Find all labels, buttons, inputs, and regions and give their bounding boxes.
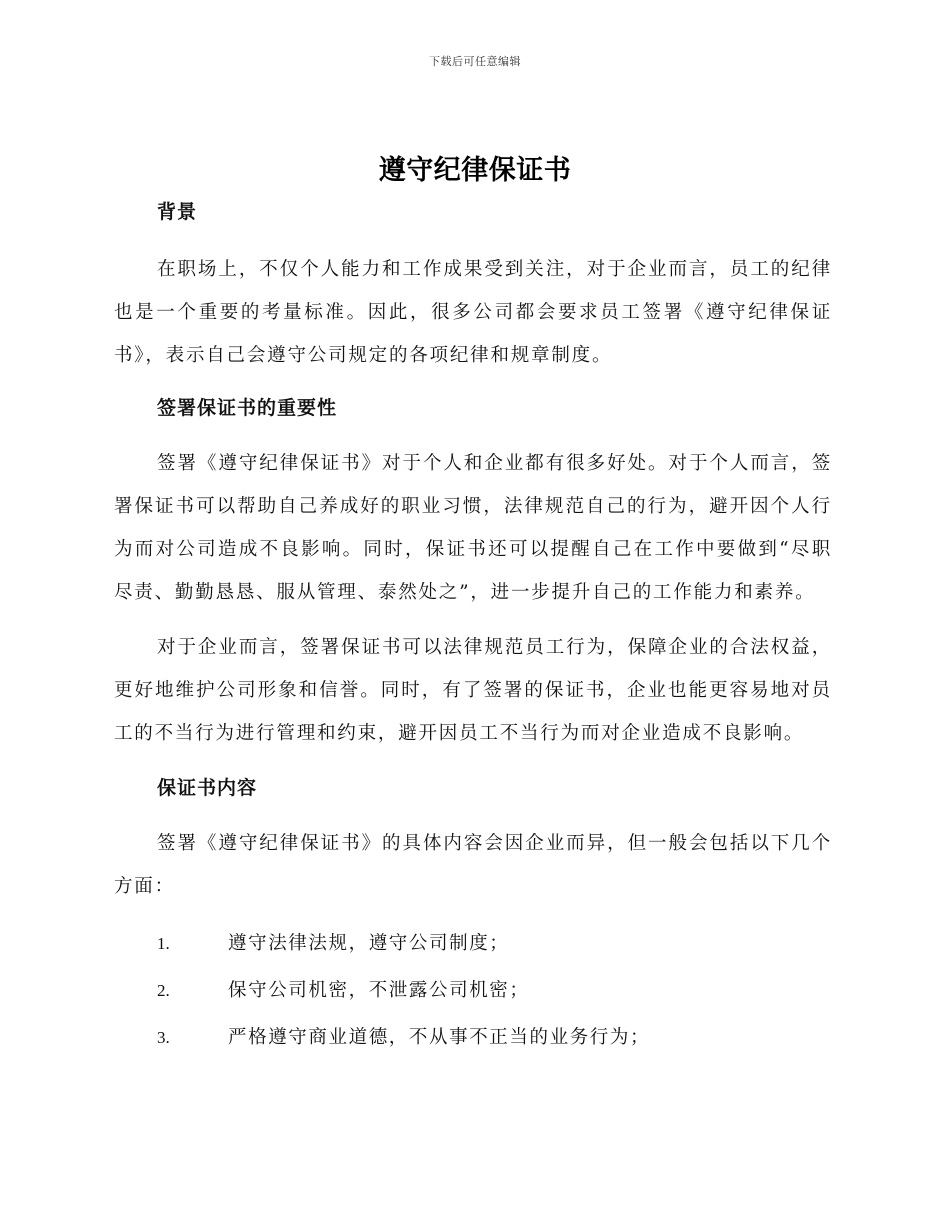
- section-heading-background: 背景: [157, 201, 198, 223]
- paragraph-importance-personal: 签署《遵守纪律保证书》对于个人和企业都有很多好处。对于个人而言，签署保证书可以帮助自己养成好的职业习惯，法律规范自己的行为，避开因个人行为而对公司造成不良影响。同时，保证书还可以提醒自己在工作中要做到“尽职尽责、勤勤恳恳、服从管理、泰然处之”，进一步提升自己的工作能力和素养。: [114, 453, 832, 603]
- paragraph-importance-enterprise: 对于企业而言，签署保证书可以法律规范员工行为，保障企业的合法权益，更好地维护公司形象和信誉。同时，有了签署的保证书，企业也能更容易地对员工的不当行为进行管理和约束，避开因员工不当行为而对企业造成不良影响。: [114, 637, 832, 744]
- list-item: [114, 1014, 832, 1061]
- list-item-text: 保守公司机密，不泄露公司机密；: [228, 980, 530, 1001]
- list-item-text: 严格遵守商业道德，不从事不正当的业务行为；: [228, 1027, 651, 1048]
- list-item: [114, 967, 832, 1014]
- section-heading-content: 保证书内容: [157, 777, 258, 799]
- section-heading-importance: 签署保证书的重要性: [157, 397, 338, 419]
- list-item-number: 2.: [157, 981, 170, 1000]
- list-item-text: 遵守法律法规，遵守公司制度；: [228, 933, 510, 954]
- paragraph-background: 在职场上，不仅个人能力和工作成果受到关注，对于企业而言，员工的纪律也是一个重要的考量标准。因此，很多公司都会要求员工签署《遵守纪律保证书》，表示自己会遵守公司规定的各项纪律和规章制度。: [114, 259, 832, 366]
- page-header-note: 下载后可任意编辑: [429, 55, 521, 68]
- document-title: 遵守纪律保证书: [378, 155, 572, 186]
- content-list: [114, 920, 832, 1061]
- list-item-number: 1.: [157, 934, 170, 953]
- document-body: [114, 195, 832, 1061]
- paragraph-content-intro: 签署《遵守纪律保证书》的具体内容会因企业而异，但一般会包括以下几个方面：: [114, 833, 832, 897]
- list-item-number: 3.: [157, 1028, 170, 1047]
- list-item: [114, 920, 832, 967]
